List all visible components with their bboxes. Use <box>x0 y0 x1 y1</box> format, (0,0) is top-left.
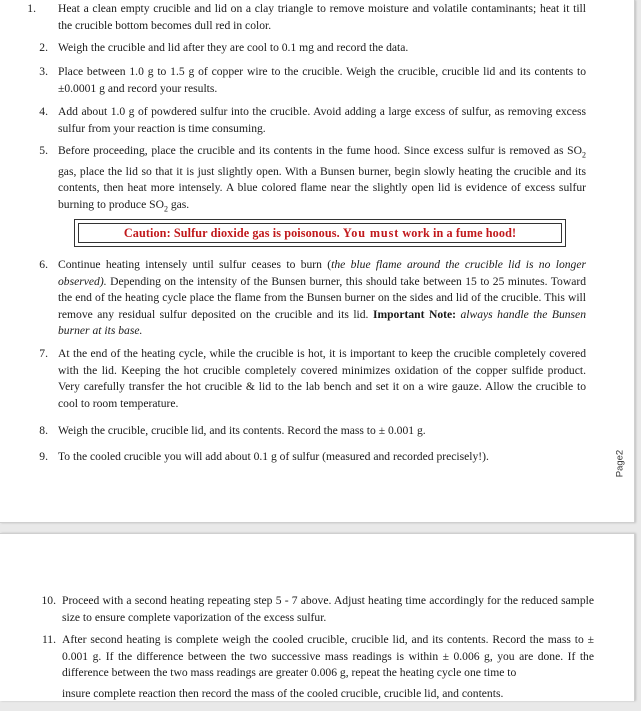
page-number-label: Page2 <box>614 449 626 478</box>
cut-off-text-line: insure complete reaction then record the mass of the cooled crucible, crucible lid, and contents. <box>62 687 504 700</box>
step-number: 4. <box>39 105 48 118</box>
step-number: 7. <box>39 347 48 360</box>
step-number: 3. <box>39 65 48 78</box>
step-text: Place between 1.0 g to 1.5 g of copper wire to the crucible. Weigh the crucible, crucible lid and its contents to ±0.0001 g and record your results. <box>58 65 586 95</box>
step-text: Heat a clean empty crucible and lid on a clay triangle to remove moisture and volatile contaminants; heat it till the crucible bottom becomes dull red in color. <box>58 2 586 32</box>
step-number: 8. <box>39 424 48 437</box>
step-number: 11. <box>41 633 56 646</box>
step-text: After second heating is complete weigh the cooled crucible, crucible lid, and its contents. Record the mass to ± 0.001 g. If the difference between the two successive mass readings is within ± 0.006 g, you are done. If the difference between the two mass readings are greater 0.006 g, repeat the heating cycle one time to <box>62 633 594 679</box>
step-text: Continue heating intensely until sulfur ceases to burn (the blue flame around the crucible lid is no longer observed). Depending on the intensity of the Bunsen burner, this should take between 15 to 25 minutes. Toward the end of the heating cycle place the flame from the Bunsen burner on the sides and lid of the crucible. This will remove any residual sulfur deposited on the crucible and its lid. Important Note: always handle the Bunsen burner at its base. <box>58 258 586 337</box>
step-number: 6. <box>39 258 48 271</box>
step-text: Add about 1.0 g of powdered sulfur into the crucible. Avoid adding a large excess of sulfur, as removing excess sulfur from your reaction is time consuming. <box>58 105 586 135</box>
step-number: 9. <box>39 450 48 463</box>
step-text: To the cooled crucible you will add about 0.1 g of sulfur (measured and recorded precisely!). <box>58 450 489 463</box>
step-text: Before proceeding, place the crucible and its contents in the fume hood. Since excess sulfur is removed as $SO_2$ gas, place the lid so that it is just slightly open. With a Bunsen burner, begin slowly heating the crucible and its contents, then heat more intensely. A blue colored flame near the slightly open lid is evidence of excess sulfur burning to produce $SO_2$ gas. <box>58 144 586 214</box>
step-number: 1. <box>27 2 36 15</box>
caution-text: Caution: Sulfur dioxide gas is poisonous. You must work in a fume hood! <box>78 223 562 243</box>
step-number: 10. <box>41 594 56 607</box>
step-text: Proceed with a second heating repeating step 5 - 7 above. Adjust heating time accordingly for the reduced sample size to ensure complete vaporization of the excess sulfur. <box>62 594 594 624</box>
step-text: At the end of the heating cycle, while the crucible is hot, it is important to keep the crucible completely covered with the lid. Keeping the hot crucible completely covered minimizes oxidation of the copper sulfide product. Very carefully transfer the hot crucible & lid to the lab bench and set it on a wire gauze. Allow the crucible to cool to room temperature. <box>58 347 586 410</box>
document-page-2 <box>0 533 635 701</box>
caution-box <box>74 219 566 247</box>
step-text: Weigh the crucible and lid after they are cool to 0.1 mg and record the data. <box>58 41 409 54</box>
step-number: 5. <box>39 144 48 157</box>
step-text: Weigh the crucible, crucible lid, and its contents. Record the mass to ± 0.001 g. <box>58 424 426 437</box>
step-number: 2. <box>39 41 48 54</box>
